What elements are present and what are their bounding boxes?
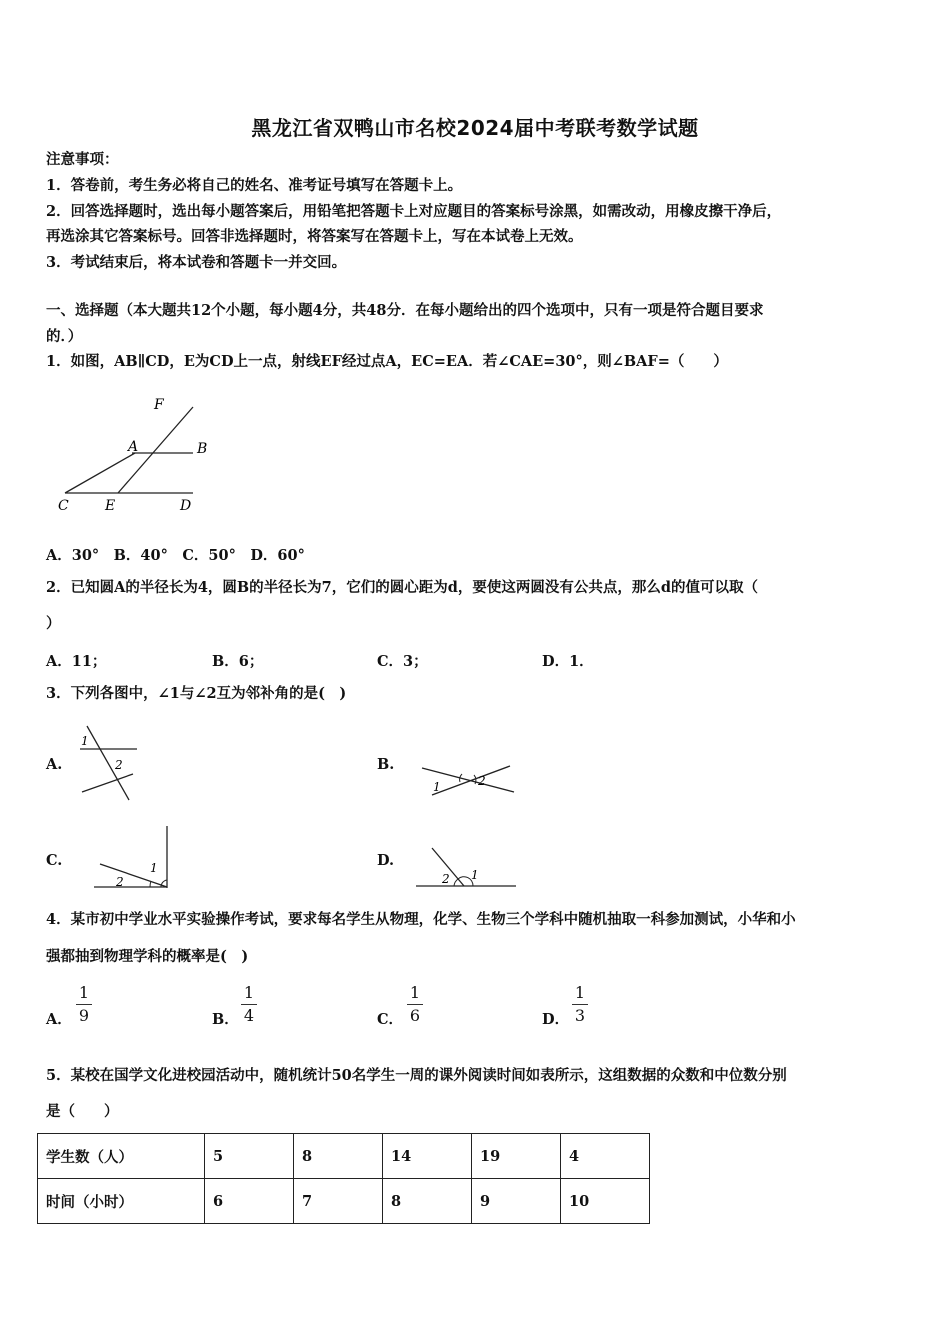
q3-option-b: B. [377,756,395,773]
q2-option-d: D．1． [542,653,594,670]
angle-2-label: 2 [115,758,123,772]
line-ca [65,453,135,493]
q4-fraction-b: 1 4 [241,984,257,1025]
label-b: B [197,441,208,457]
q3-figure-d [412,842,522,890]
table-cell: 学生数（人） [38,1134,205,1179]
q4-stem: 4．某市初中学业水平实验操作考试，要求每名学生从物理，化学、生物三个学科中随机抽取一科参加测试，小华和小 [46,911,796,928]
section-heading-line1: 一、选择题（本大题共12个小题，每小题4分，共48分．在每小题给出的四个选项中，只有一项是符合题目要求 [46,302,764,319]
table-cell: 8 [294,1134,383,1179]
page-title: 黑龙江省双鸭山市名校2024届中考联考数学试题 [251,116,699,140]
q1-stem: 1．如图，AB∥CD，E为CD上一点，射线EF经过点A，EC=EA．若∠CAE=30°，则∠BAF=（ ） [46,353,728,370]
reading-time-table [37,1133,650,1224]
angle-2-label: 2 [442,872,450,886]
q1-options: A．30° B．40° C．50° D．60° [46,547,305,564]
q2-stem-close: ） [46,615,61,632]
label-a: A [128,439,139,455]
q5-stem-2: 是（ ） [46,1103,119,1120]
q2-stem: 2．已知圆A的半径长为4，圆B的半径长为7，它们的圆心距为d，要使这两圆没有公共点，那么d的值可以取（ [46,579,759,596]
label-e: E [105,498,116,514]
table-cell: 7 [294,1179,383,1224]
q4-fraction-d: 1 3 [572,984,588,1025]
table-cell: 时间（小时） [38,1179,205,1224]
note-3: 3．考试结束后，将本试卷和答题卡一并交回。 [46,254,347,271]
q5-stem: 5．某校在国学文化进校园活动中，随机统计50名学生一周的课外阅读时间如表所示，这组数据的众数和中位数分别 [46,1067,787,1084]
notes-heading: 注意事项： [46,151,119,168]
q3-figure-b [418,760,518,800]
note-2b: 再选涂其它答案标号。回答非选择题时，将答案写在答题卡上，写在本试卷上无效。 [46,228,583,245]
angle-2-label: 2 [116,875,124,889]
q2-option-c: C．3； [377,653,428,670]
q4-option-d: D． [542,1011,570,1028]
table-cell: 8 [383,1179,472,1224]
angle-1-label: 1 [471,868,479,882]
label-c: C [58,498,69,514]
q4-fraction-c: 1 6 [407,984,423,1025]
label-f: F [154,397,164,413]
table-cell: 5 [205,1134,294,1179]
q4-option-b: B． [212,1011,239,1028]
q1-figure [50,395,220,520]
table-cell: 14 [383,1134,472,1179]
table-cell: 10 [561,1179,650,1224]
q3-figure-c [90,824,175,890]
q2-option-a: A．11； [46,653,107,670]
angle-2-label: 2 [478,774,486,788]
table-cell: 6 [205,1179,294,1224]
table-row [38,1179,650,1224]
angle-1-label: 1 [433,780,441,794]
q4-stem-2: 强都抽到物理学科的概率是( ) [46,948,249,965]
q3-option-d: D. [377,852,395,869]
q3-figure-a [75,722,145,802]
q4-fraction-a: 1 9 [76,984,92,1025]
q2-option-b: B．6； [212,653,264,670]
table-row [38,1134,650,1179]
angle-1-label: 1 [81,734,89,748]
table-cell: 9 [472,1179,561,1224]
q4-option-c: C． [377,1011,404,1028]
table-cell: 4 [561,1134,650,1179]
q3-option-c: C. [46,852,63,869]
section-heading-line2: 的．） [46,328,83,345]
label-d: D [180,498,192,514]
q3-stem: 3．下列各图中，∠1与∠2互为邻补角的是( ) [46,685,347,702]
q4-option-a: A． [46,1011,72,1028]
q3-option-a: A. [46,756,63,773]
angle-1-label: 1 [150,861,158,875]
note-1: 1．答卷前，考生务必将自己的姓名、准考证号填写在答题卡上。 [46,177,463,194]
table-cell: 19 [472,1134,561,1179]
note-2a: 2．回答选择题时，选出每小题答案后，用铅笔把答题卡上对应题目的答案标号涂黑，如需改动，用橡皮擦干净后， [46,203,782,220]
